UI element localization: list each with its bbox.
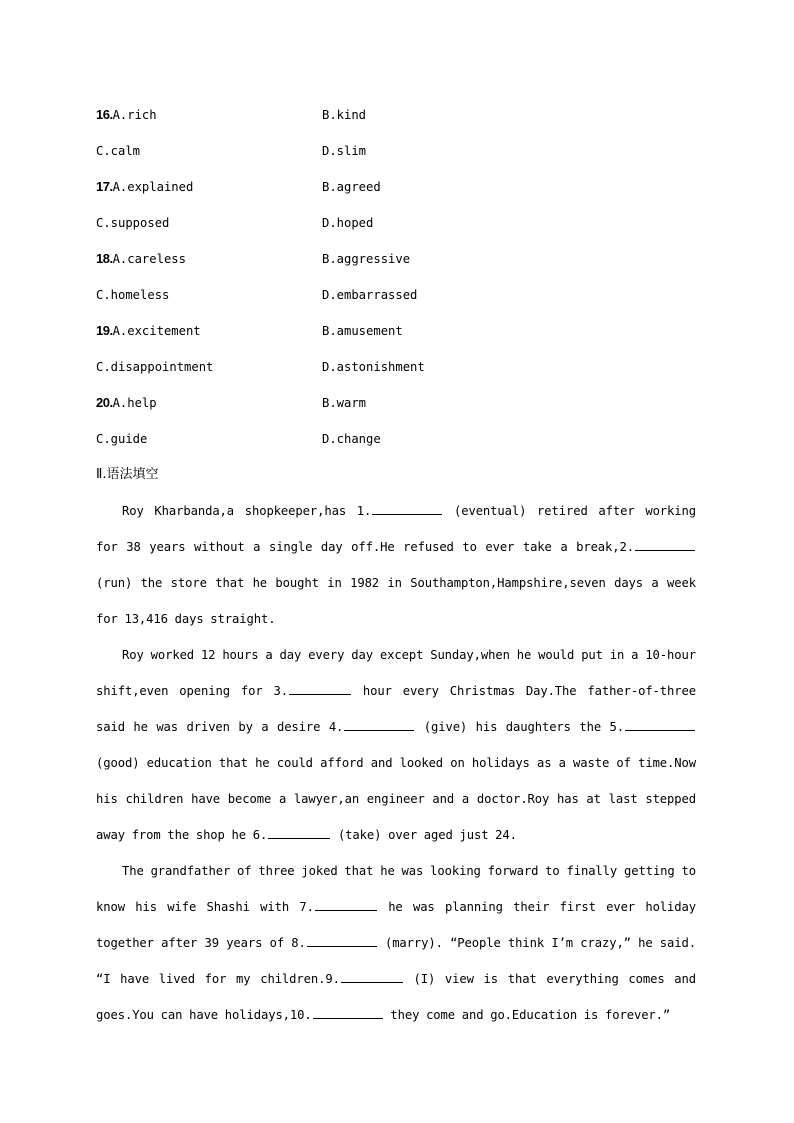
- option-right: B.warm: [322, 396, 367, 410]
- question-number: 20.: [96, 395, 113, 410]
- option-left: [96, 283, 169, 307]
- option-left: [96, 355, 213, 379]
- option-row: [96, 427, 696, 463]
- option-right: D.embarrassed: [322, 288, 418, 302]
- option-right: B.kind: [322, 108, 367, 122]
- question-number: 16.: [96, 107, 113, 122]
- paragraph-3: [96, 853, 696, 1033]
- option-left: [96, 139, 140, 163]
- worksheet-page: [96, 103, 696, 1033]
- answer-blank-4[interactable]: [344, 718, 414, 731]
- answer-blank-9[interactable]: [341, 970, 403, 983]
- passage-text: he was planning their first ever holiday together after 39 years of 8.: [96, 900, 696, 950]
- answer-blank-5[interactable]: [625, 718, 695, 731]
- passage-text: (take) over aged just 24.: [331, 828, 517, 842]
- answer-blank-6[interactable]: [268, 826, 330, 839]
- passage-text: (I) view is that everything comes and goes.You can have holidays,10.: [96, 972, 696, 1022]
- option-c-text: C.calm: [96, 144, 141, 158]
- option-row: [96, 391, 696, 427]
- option-row: [96, 355, 696, 391]
- question-number: 17.: [96, 179, 113, 194]
- option-row: [96, 283, 696, 319]
- passage-text: hour every Christmas Day.The father-of-three said he was driven by a desire 4.: [96, 684, 696, 734]
- passage-text: Roy worked 12 hours a day every day except Sunday,when he would put in a 10-hour shift,even opening for 3.: [96, 648, 696, 698]
- answer-blank-10[interactable]: [313, 1006, 383, 1019]
- option-left: [96, 427, 147, 451]
- passage-text: they come and go.Education is forever.”: [383, 1008, 671, 1022]
- option-a-text: A.excitement: [112, 324, 201, 338]
- answer-blank-7[interactable]: [315, 898, 377, 911]
- option-left: [96, 391, 157, 415]
- option-left: [96, 103, 157, 127]
- passage-text: (marry). “People think I’m crazy,” he said. “I have lived for my children.9.: [96, 936, 696, 986]
- option-left: [96, 247, 186, 271]
- option-c-text: C.disappointment: [96, 360, 214, 374]
- option-row: [96, 175, 696, 211]
- answer-blank-3[interactable]: [289, 682, 351, 695]
- option-right: B.amusement: [322, 324, 403, 338]
- grammar-passage: [96, 493, 696, 1033]
- question-number: 18.: [96, 251, 113, 266]
- passage-text: The grandfather of three joked that he was looking forward to finally getting to know his wife Shashi with 7.: [96, 864, 696, 914]
- passage-text: (eventual) retired after working for 38 years without a single day off.He refused to ever take a break,2.: [96, 504, 696, 554]
- option-left: [96, 319, 201, 343]
- option-right: D.change: [322, 432, 381, 446]
- option-c-text: C.supposed: [96, 216, 170, 230]
- option-a-text: A.explained: [112, 180, 194, 194]
- question-number: 19.: [96, 323, 113, 338]
- option-row: [96, 211, 696, 247]
- option-right: D.hoped: [322, 216, 374, 230]
- answer-blank-8[interactable]: [307, 934, 377, 947]
- option-right: B.agreed: [322, 180, 381, 194]
- passage-text: (run) the store that he bought in 1982 in Southampton,Hampshire,seven days a week for 13,416 days straight.: [96, 576, 696, 626]
- option-c-text: C.guide: [96, 432, 148, 446]
- option-a-text: A.careless: [112, 252, 186, 266]
- option-row: [96, 139, 696, 175]
- option-left: [96, 175, 193, 199]
- option-right: B.aggressive: [322, 252, 411, 266]
- answer-blank-2[interactable]: [635, 538, 695, 551]
- option-row: [96, 319, 696, 355]
- option-right: D.slim: [322, 144, 367, 158]
- option-c-text: C.homeless: [96, 288, 170, 302]
- passage-text: (good) education that he could afford and looked on holidays as a waste of time.Now his children have become a lawyer,an engineer and a doctor.Roy has at last stepped away from the shop he 6.: [96, 756, 696, 842]
- paragraph-2: [96, 637, 696, 853]
- passage-text: Roy Kharbanda,a shopkeeper,has 1.: [122, 504, 372, 518]
- option-a-text: A.help: [112, 396, 157, 410]
- multiple-choice-options: [96, 103, 696, 463]
- option-row: [96, 103, 696, 139]
- section-title: Ⅱ.语法填空: [96, 467, 159, 482]
- option-left: [96, 211, 169, 235]
- option-row: [96, 247, 696, 283]
- paragraph-1: [96, 493, 696, 637]
- passage-text: (give) his daughters the 5.: [415, 720, 624, 734]
- option-right: D.astonishment: [322, 360, 425, 374]
- answer-blank-1[interactable]: [372, 502, 442, 515]
- option-a-text: A.rich: [112, 108, 157, 122]
